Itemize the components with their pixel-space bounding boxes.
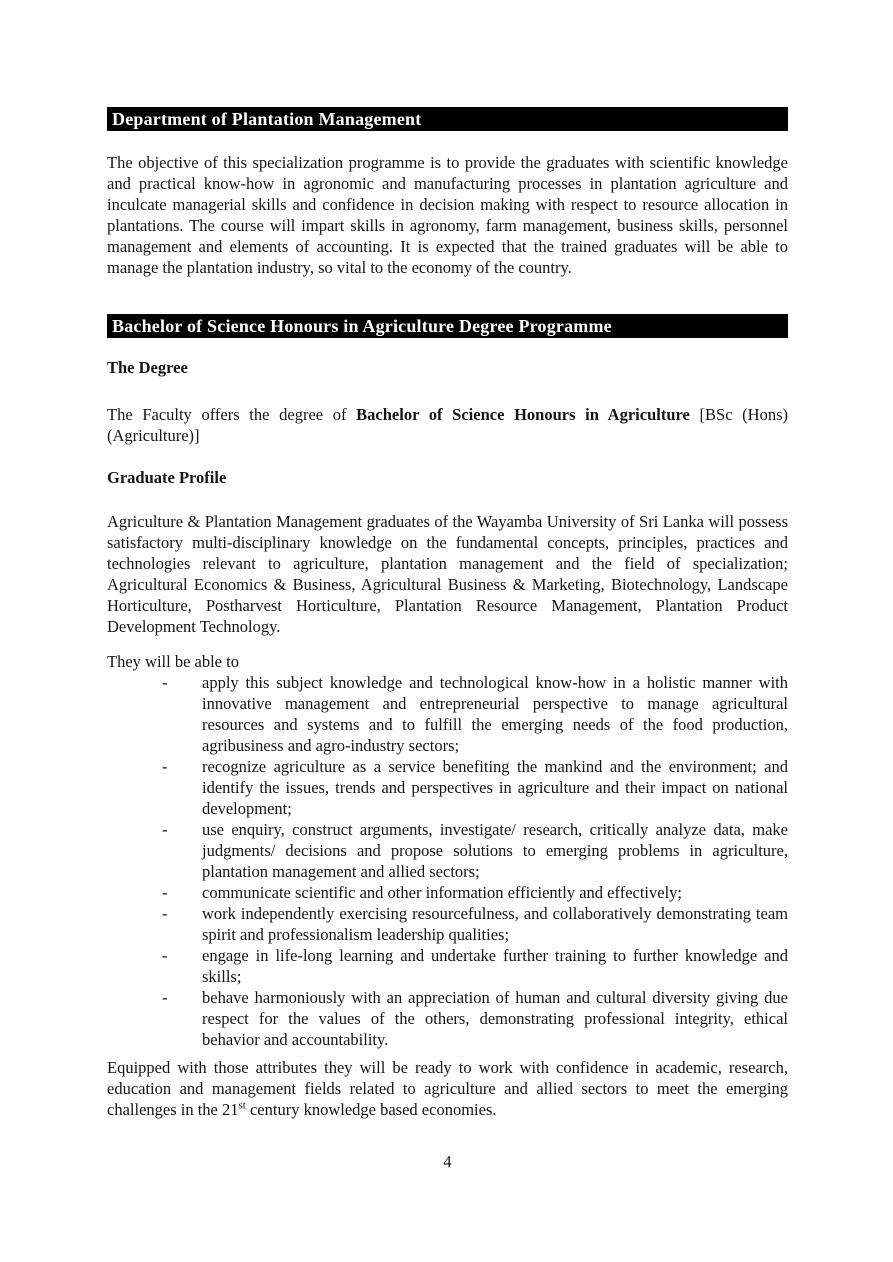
list-item: [107, 945, 788, 987]
closing-text-before: Equipped with those attributes they will be ready to work with confidence in academic, research, education and management fields related to agriculture and allied sectors to meet the emerging challenges in the 21: [107, 1058, 788, 1119]
graduate-profile-heading: Graduate Profile: [107, 468, 227, 487]
closing-text-after: century knowledge based economies.: [245, 1100, 497, 1119]
list-item: [107, 903, 788, 945]
faculty-degree-paragraph: [107, 404, 788, 446]
list-item-text: work independently exercising resourcefulness, and collaboratively demonstrating team spirit and professionalism leadership qualities;: [202, 904, 788, 944]
list-item-text: behave harmoniously with an appreciation of human and cultural diversity giving due respect for the values of the others, demonstrating professional integrity, ethical behavior and accountability.: [202, 988, 788, 1049]
closing-paragraph: [107, 1057, 788, 1120]
list-item-text: use enquiry, construct arguments, investigate/ research, critically analyze data, make judgments/ decisions and propose solutions to emerging problems in agriculture, plantation management and allied sectors;: [202, 820, 788, 881]
degree-name-bold: Bachelor of Science Honours in Agriculture: [356, 405, 690, 424]
dash-bullet: -: [162, 946, 168, 965]
page-number: 4: [443, 1152, 452, 1171]
dash-bullet: -: [162, 757, 168, 776]
dash-bullet: -: [162, 673, 168, 692]
list-intro: They will be able to: [107, 652, 239, 671]
list-item-text: apply this subject knowledge and technological know-how in a holistic manner with innovative management and entrepreneurial perspective to manage agricultural resources and systems and to fulfill the emerging needs of the food production, agribusiness and agro-industry sectors;: [202, 673, 788, 755]
list-item: [107, 672, 788, 756]
list-item: [107, 819, 788, 882]
list-item: [107, 882, 788, 903]
section-header-degree-programme: Bachelor of Science Honours in Agriculture Degree Programme: [107, 314, 788, 338]
list-item-text: engage in life-long learning and undertake further training to further knowledge and skills;: [202, 946, 788, 986]
list-item-text: communicate scientific and other information efficiently and effectively;: [202, 883, 682, 902]
the-degree-heading: The Degree: [107, 358, 188, 377]
section-header-department: Department of Plantation Management: [107, 107, 788, 131]
list-item-text: recognize agriculture as a service benefiting the mankind and the environment; and identify the issues, trends and perspectives in agriculture and their impact on national development;: [202, 757, 788, 818]
ordinal-superscript: st: [238, 1099, 246, 1112]
department-objective-paragraph: The objective of this specialization programme is to provide the graduates with scientific knowledge and practical know-how in agronomic and manufacturing processes in plantation agriculture and inculcate managerial skills and confidence in decision making with respect to resource allocation in plantations. The course will impart skills in agronomy, farm management, business skills, personnel management and elements of accounting. It is expected that the trained graduates will be able to manage the plantation industry, so vital to the economy of the country.: [107, 153, 788, 277]
faculty-text-before: The Faculty offers the degree of: [107, 405, 357, 424]
list-item: [107, 987, 788, 1050]
dash-bullet: -: [162, 904, 168, 923]
dash-bullet: -: [162, 883, 168, 902]
list-item: [107, 756, 788, 819]
graduate-abilities-list: [107, 672, 788, 1050]
graduate-profile-paragraph: Agriculture & Plantation Management graduates of the Wayamba University of Sri Lanka will possess satisfactory multi-disciplinary knowledge on the fundamental concepts, principles, practices and technologies relevant to agriculture, plantation management and the field of specialization; Agricultural Economics & Business, Agricultural Business & Marketing, Biotechnology, Landscape Horticulture, Postharvest Horticulture, Plantation Resource Management, Plantation Product Development Technology.: [107, 512, 788, 636]
dash-bullet: -: [162, 988, 168, 1007]
faculty-text-after: [BSc (Hons) (Agriculture)]: [107, 405, 789, 445]
dash-bullet: -: [162, 820, 168, 839]
